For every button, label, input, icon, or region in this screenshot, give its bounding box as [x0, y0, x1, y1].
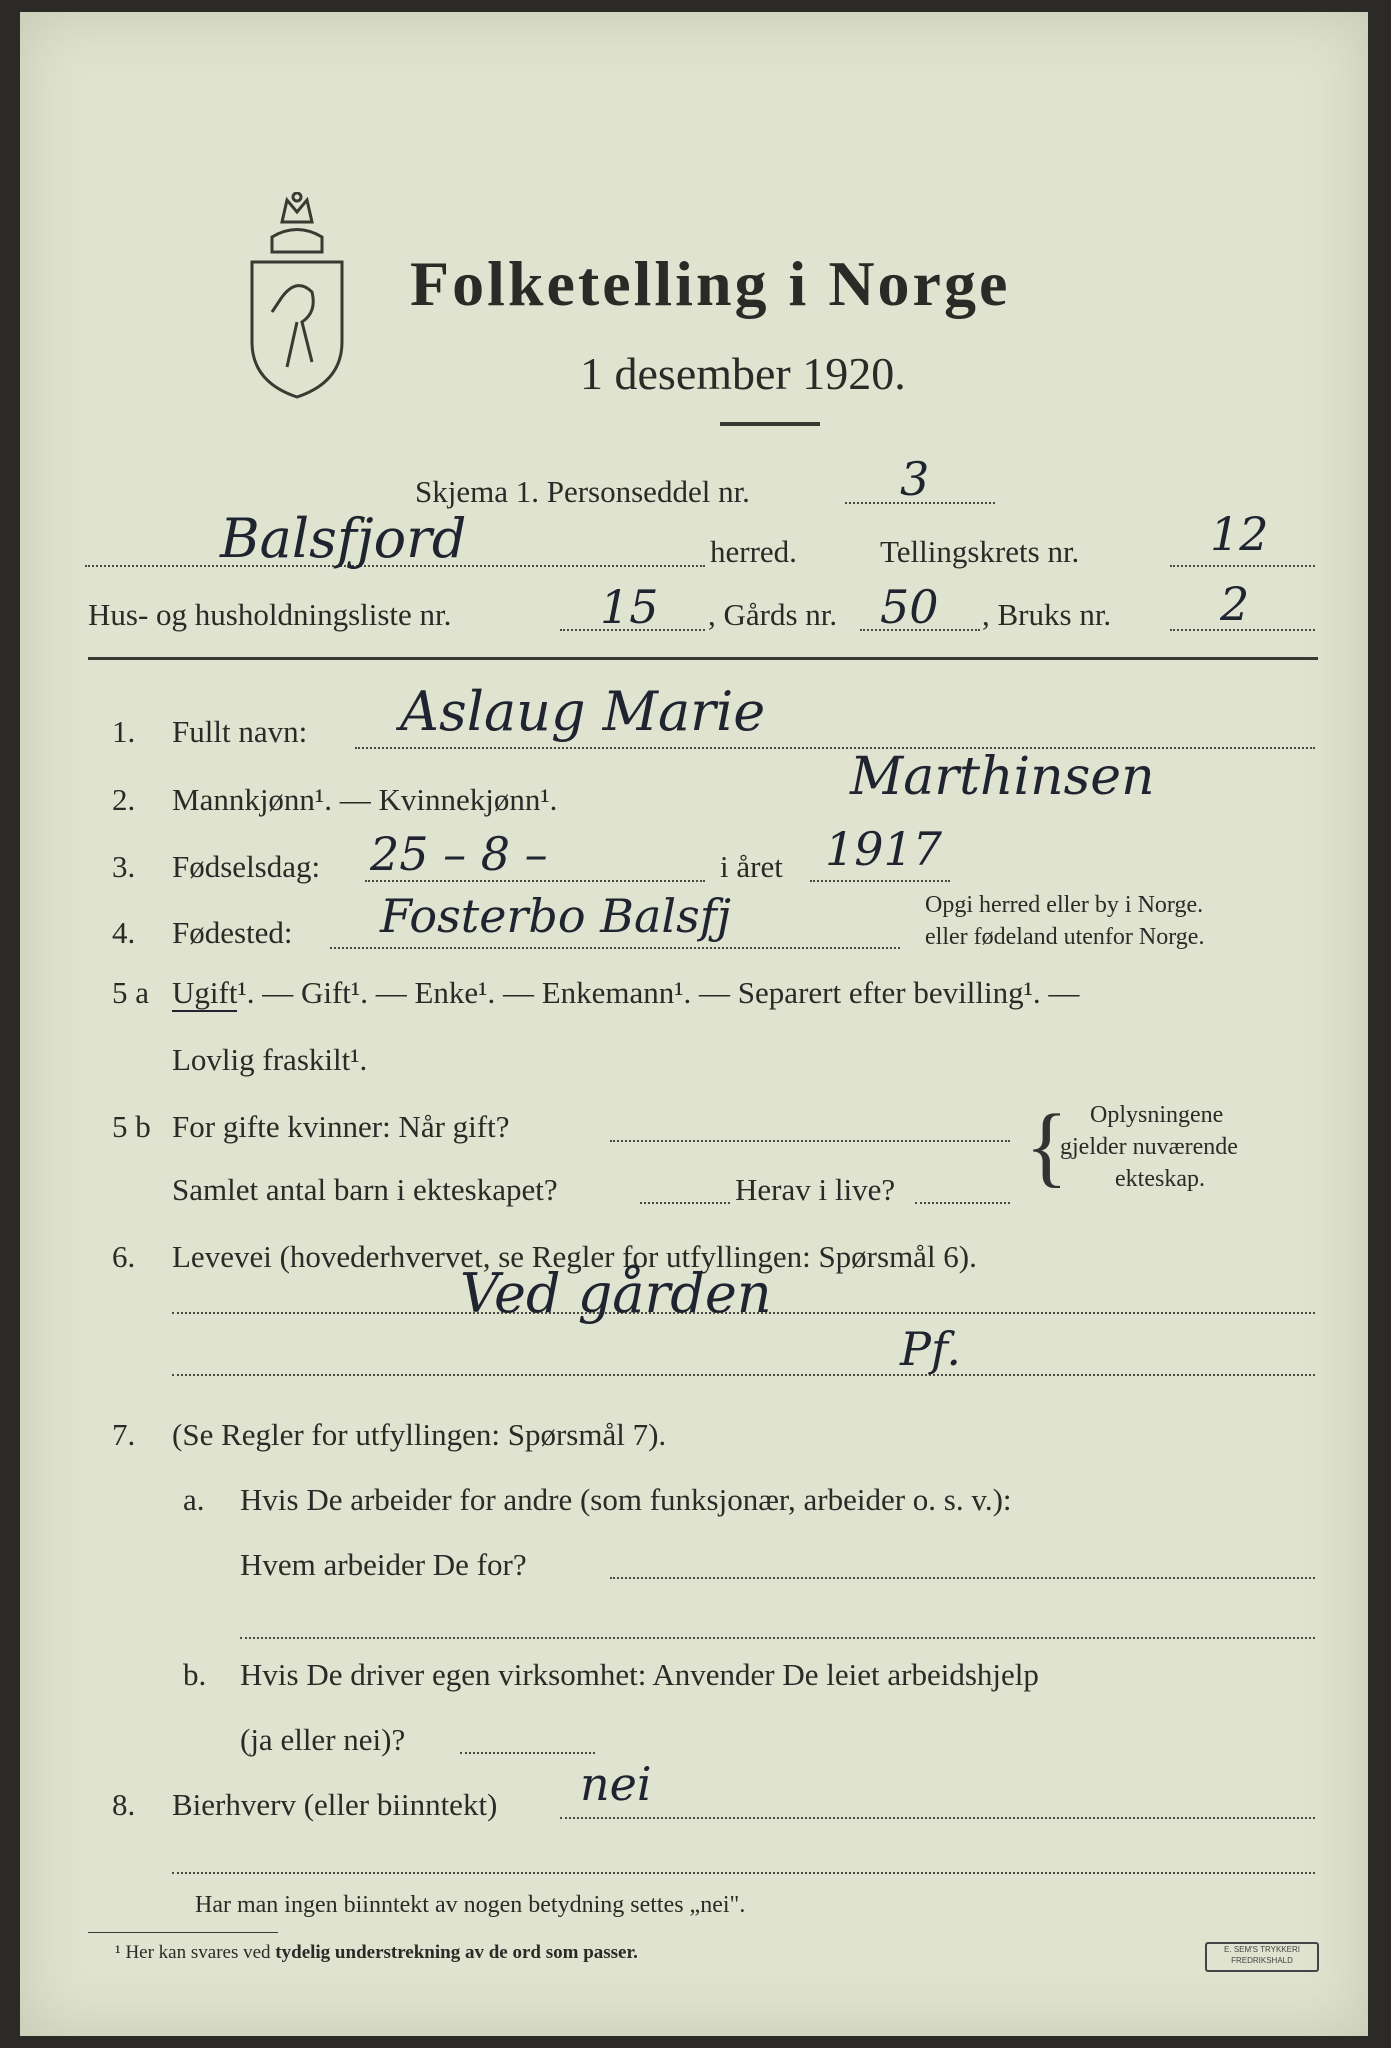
- occupation-field-2[interactable]: [172, 1374, 1315, 1376]
- birthplace-field[interactable]: [330, 947, 900, 949]
- marriage-note-1: Oplysningene: [1090, 1102, 1224, 1128]
- printer-stamp: E. SEM'S TRYKKERI FREDRIKSHALD: [1205, 1942, 1319, 1972]
- q7a-employer-label: Hvem arbeider De for?: [240, 1547, 527, 1582]
- lovlig-fraskilt-option[interactable]: Lovlig fraskilt¹.: [172, 1042, 368, 1077]
- q5b-number: 5 b: [112, 1109, 151, 1144]
- marriage-note-3: ekteskap.: [1115, 1166, 1205, 1192]
- marital-status-options[interactable]: [172, 975, 1079, 1011]
- bruks-label: , Bruks nr.: [982, 597, 1112, 632]
- side-income-value: nei: [580, 1757, 652, 1811]
- herred-label: herred.: [710, 534, 797, 569]
- header-divider: [88, 657, 1318, 660]
- q2-number: 2.: [112, 782, 136, 817]
- title-divider: [720, 422, 820, 426]
- footnote-emphasis: tydelig understrekning av de ord som passer.: [275, 1942, 638, 1963]
- alive-label: Herav i live?: [735, 1172, 896, 1207]
- tellingskrets-field[interactable]: [1170, 565, 1315, 567]
- q3-label: Fødselsdag:: [172, 849, 321, 884]
- employer-field-1[interactable]: [610, 1577, 1315, 1579]
- birth-year-value: 1917: [825, 822, 943, 876]
- q1-label: Fullt navn:: [172, 714, 308, 749]
- q4-label: Fødested:: [172, 915, 293, 950]
- nei-instruction: Har man ingen biinntekt av nogen betydning settes „nei".: [195, 1892, 746, 1918]
- personseddel-value: 3: [900, 452, 930, 506]
- marriage-note-2: gjelder nuværende: [1060, 1134, 1238, 1160]
- birth-year-field[interactable]: [810, 880, 950, 882]
- husholdningsliste-label: Hus- og husholdningsliste nr.: [88, 597, 452, 632]
- census-date: 1 desember 1920.: [580, 348, 906, 399]
- full-name-value: Aslaug Marie: [400, 680, 766, 743]
- ugift-option[interactable]: Ugift: [172, 975, 238, 1010]
- husholdningsliste-value: 15: [600, 580, 659, 634]
- occupation-value: Ved gården: [460, 1262, 772, 1325]
- bruks-value: 2: [1220, 577, 1250, 631]
- birthplace-value: Fosterbo Balsfj: [380, 889, 731, 943]
- skjema-label: Skjema 1. Personseddel nr.: [415, 474, 750, 509]
- children-field[interactable]: [640, 1202, 730, 1204]
- q7a-letter: a.: [183, 1482, 205, 1517]
- q7a-question: Hvis De arbeider for andre (som funksjonær, arbeider o. s. v.):: [240, 1482, 1012, 1517]
- q7-label: (Se Regler for utfyllingen: Spørsmål 7).: [172, 1417, 667, 1452]
- gards-value: 50: [880, 580, 939, 634]
- q7b-letter: b.: [183, 1657, 207, 1692]
- side-income-field[interactable]: [560, 1817, 1315, 1819]
- side-income-field-2[interactable]: [172, 1872, 1315, 1874]
- surname-value: Marthinsen: [850, 747, 1155, 807]
- q6-number: 6.: [112, 1239, 136, 1274]
- hired-help-field[interactable]: [460, 1752, 595, 1754]
- q8-label: Bierhverv (eller biinntekt): [172, 1787, 498, 1822]
- q8-number: 8.: [112, 1787, 136, 1822]
- birthplace-note-1: Opgi herred eller by i Norge.: [925, 892, 1204, 918]
- q7-number: 7.: [112, 1417, 136, 1452]
- q1-number: 1.: [112, 714, 136, 749]
- q5a-number: 5 a: [112, 975, 150, 1010]
- employer-field-2[interactable]: [240, 1637, 1315, 1639]
- footnote-mark: ¹: [115, 1942, 121, 1963]
- q6-label: Levevei (hovederhvervet, se Regler for utfyllingen: Spørsmål 6).: [172, 1239, 977, 1274]
- herred-value: Balsfjord: [220, 507, 467, 570]
- married-when-label: For gifte kvinner: Når gift?: [172, 1109, 510, 1144]
- q7b-answer-label: (ja eller nei)?: [240, 1722, 406, 1757]
- footnote-divider: [88, 1932, 278, 1933]
- married-when-field[interactable]: [610, 1140, 1010, 1142]
- form-title: Folketelling i Norge: [410, 248, 1011, 319]
- alive-field[interactable]: [915, 1202, 1010, 1204]
- q4-number: 4.: [112, 915, 136, 950]
- occupation-value-2: Pf.: [900, 1322, 961, 1376]
- norwegian-coat-of-arms-icon: [242, 192, 352, 402]
- full-name-field[interactable]: [355, 747, 1315, 749]
- gards-label: , Gårds nr.: [708, 597, 838, 632]
- birthdate-value: 25 – 8 –: [370, 827, 548, 881]
- year-label: i året: [720, 849, 783, 884]
- birthplace-note-2: eller fødeland utenfor Norge.: [925, 924, 1205, 950]
- q7b-question: Hvis De driver egen virksomhet: Anvender De leiet arbeidshjelp: [240, 1657, 1039, 1692]
- census-form: [20, 12, 1368, 2036]
- footnote-text: Her kan svares ved: [125, 1942, 276, 1963]
- children-label: Samlet antal barn i ekteskapet?: [172, 1172, 558, 1207]
- q3-number: 3.: [112, 849, 136, 884]
- marital-status-rest: ¹. — Gift¹. — Enke¹. — Enkemann¹. — Separert efter bevilling¹. —: [237, 975, 1080, 1010]
- note-brace: {: [1025, 1097, 1069, 1196]
- footnote: [115, 1942, 638, 1964]
- gender-options[interactable]: Mannkjønn¹. — Kvinnekjønn¹.: [172, 782, 558, 817]
- tellingskrets-value: 12: [1210, 507, 1269, 561]
- tellingskrets-label: Tellingskrets nr.: [880, 534, 1080, 569]
